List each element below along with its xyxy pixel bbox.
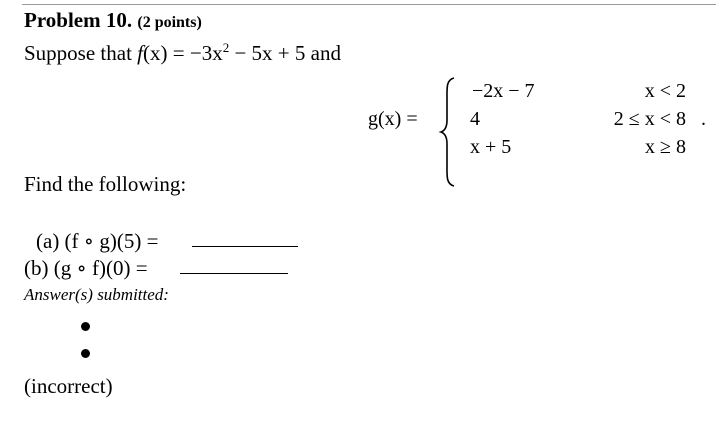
f-name: f: [137, 41, 144, 65]
g-case-1-cond: x < 2: [644, 80, 686, 102]
result-status: (incorrect): [24, 374, 113, 398]
function-f-statement: [24, 40, 341, 66]
g-period: .: [701, 108, 706, 130]
f-remainder: − 5x + 5: [229, 41, 306, 65]
g-case-1-expr: −2x − 7: [472, 80, 535, 102]
f-exponent: 2: [222, 40, 230, 55]
answer-bullet-2: [81, 349, 90, 358]
intro-text: Suppose that: [24, 41, 132, 65]
find-instruction: Find the following:: [24, 172, 187, 196]
g-case-2-expr: 4: [470, 108, 480, 130]
part-a-answer-blank[interactable]: [192, 246, 298, 247]
problem-title: Problem 10.: [24, 8, 133, 32]
and-text: and: [310, 41, 341, 65]
f-argument: (x) = −3x: [143, 41, 223, 65]
problem-points: (2 points): [137, 14, 202, 31]
left-brace: [438, 76, 458, 188]
top-divider: [22, 4, 716, 5]
problem-heading: [24, 8, 202, 33]
g-case-3-expr: x + 5: [470, 136, 512, 158]
g-label: g(x) =: [368, 108, 418, 130]
part-b-label: (b) (g ∘ f)(0) =: [24, 256, 148, 280]
answer-bullet-1: [81, 322, 90, 331]
g-case-2-cond: 2 ≤ x < 8: [613, 108, 686, 130]
part-b-answer-blank[interactable]: [180, 273, 288, 274]
g-case-3-cond: x ≥ 8: [645, 136, 686, 158]
part-a-label: (a) (f ∘ g)(5) =: [36, 229, 159, 253]
answers-submitted-label: Answer(s) submitted:: [24, 285, 169, 304]
